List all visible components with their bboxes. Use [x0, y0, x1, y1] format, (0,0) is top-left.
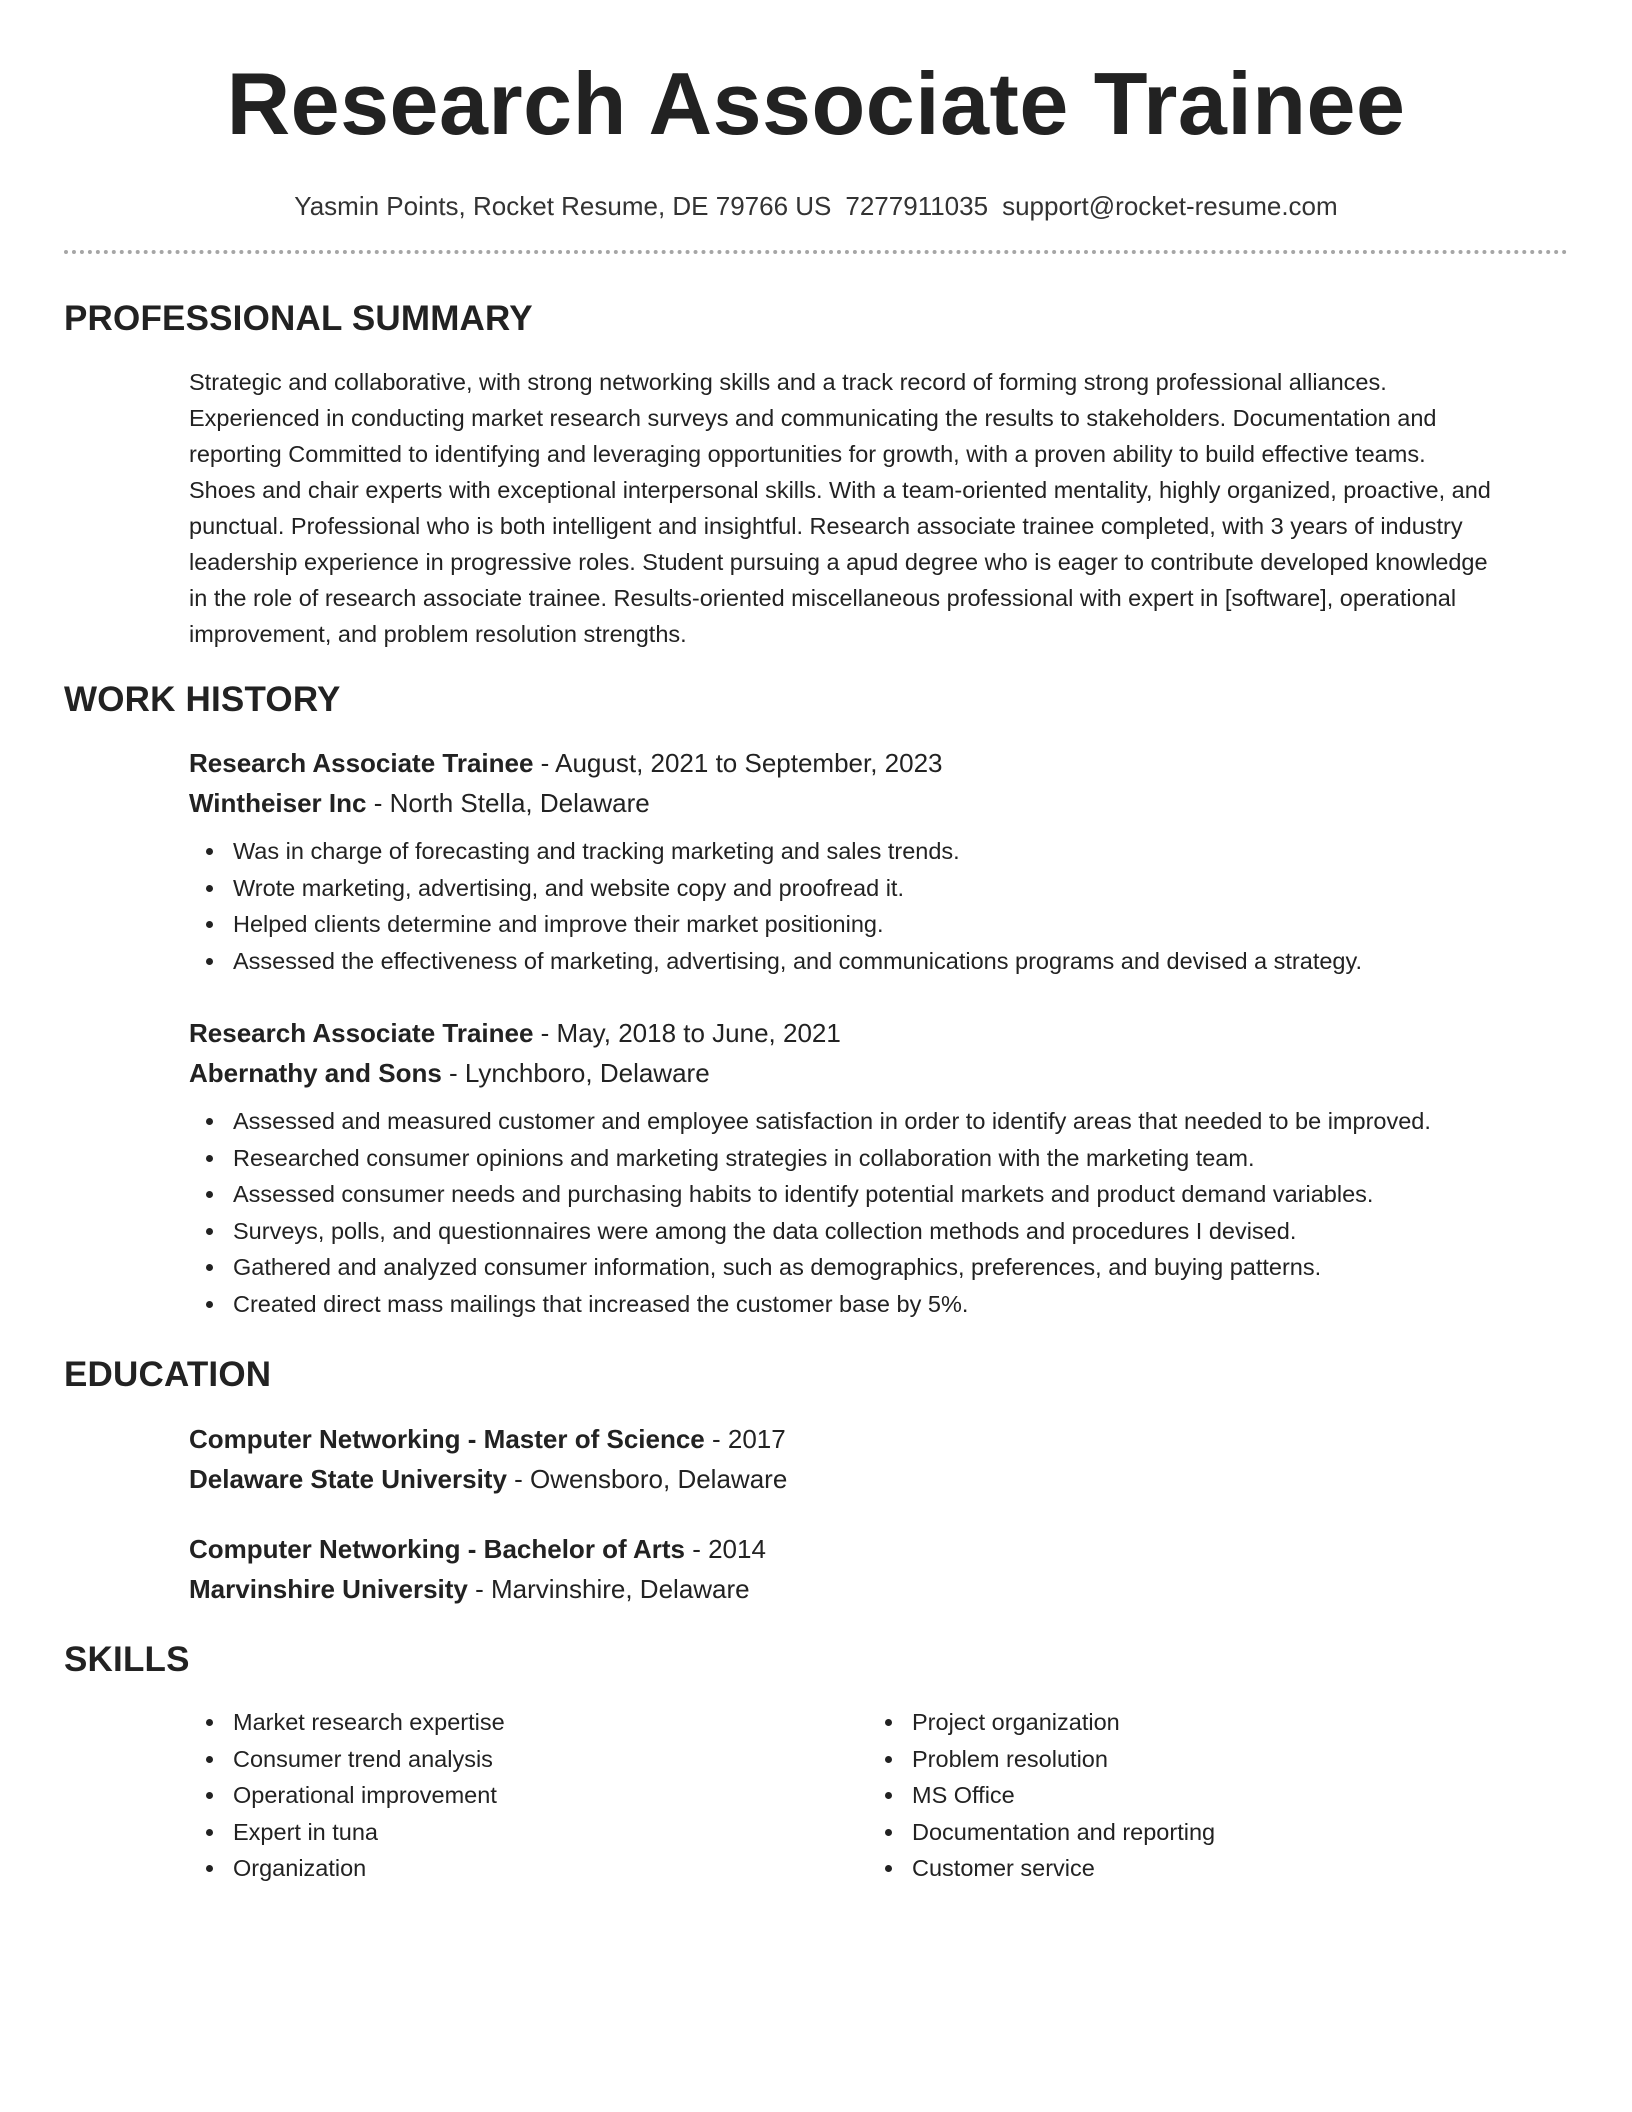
skills-list-right	[868, 1704, 1528, 1887]
skill-item: Customer service	[868, 1850, 1528, 1887]
education-school: Delaware State University	[189, 1464, 507, 1494]
list-item: Assessed consumer needs and purchasing habits to identify potential markets and product demand variables.	[189, 1176, 1569, 1213]
education-degree-line	[189, 1529, 1569, 1569]
contact-line	[64, 190, 1568, 222]
job-title-line	[189, 1013, 1569, 1053]
job-company-line	[189, 1053, 1569, 1093]
summary-line: Strategic and collaborative, with strong networking skills and a track record of forming strong professional alliances.	[189, 369, 1387, 395]
list-item: Researched consumer opinions and marketing strategies in collaboration with the marketing team.	[189, 1140, 1569, 1177]
skill-item: Consumer trend analysis	[189, 1741, 849, 1778]
education-entry	[189, 1529, 1569, 1609]
skill-item: MS Office	[868, 1777, 1528, 1814]
job-bullets	[189, 833, 1569, 979]
list-item: Wrote marketing, advertising, and website copy and proofread it.	[189, 870, 1569, 907]
education-year: - 2014	[684, 1534, 766, 1564]
job-dates: - August, 2021 to September, 2023	[533, 748, 943, 778]
section-title-skills: SKILLS	[64, 1640, 190, 1679]
education-degree-line	[189, 1419, 1569, 1459]
job-title: Research Associate Trainee	[189, 748, 534, 778]
education-school-line	[189, 1569, 1569, 1609]
job-entry	[189, 743, 1569, 979]
skill-item: Project organization	[868, 1704, 1528, 1741]
list-item: Surveys, polls, and questionnaires were among the data collection methods and procedures I devised.	[189, 1213, 1569, 1250]
summary-line: leadership experience in progressive roles. Student pursuing a apud degree who is eager to contribute developed knowledge	[189, 549, 1488, 575]
job-company: Abernathy and Sons	[189, 1058, 442, 1088]
education-entry	[189, 1419, 1569, 1499]
skill-item: Organization	[189, 1850, 849, 1887]
list-item: Gathered and analyzed consumer information, such as demographics, preferences, and buying patterns.	[189, 1249, 1569, 1286]
skill-item: Problem resolution	[868, 1741, 1528, 1778]
education-degree: Computer Networking - Bachelor of Arts	[189, 1534, 685, 1564]
header-divider	[64, 250, 1568, 254]
contact-email: support@rocket-resume.com	[1002, 191, 1338, 221]
resume-header	[64, 52, 1568, 222]
summary-line: Shoes and chair experts with exceptional interpersonal skills. With a team-oriented mentality, highly organized, proactive, and	[189, 477, 1491, 503]
job-company-line	[189, 783, 1569, 823]
skill-item: Expert in tuna	[189, 1814, 849, 1851]
education-year: - 2017	[704, 1424, 786, 1454]
job-title-line	[189, 743, 1569, 783]
section-title-work: WORK HISTORY	[64, 680, 341, 719]
summary-line: punctual. Professional who is both intelligent and insightful. Research associate trainee completed, with 3 years of industry	[189, 513, 1463, 539]
job-bullets	[189, 1103, 1569, 1322]
list-item: Helped clients determine and improve their market positioning.	[189, 906, 1569, 943]
summary-line: improvement, and problem resolution strengths.	[189, 621, 687, 647]
skills-list-left	[189, 1704, 849, 1887]
job-company: Wintheiser Inc	[189, 788, 367, 818]
job-title: Research Associate Trainee	[189, 1018, 534, 1048]
education-degree: Computer Networking - Master of Science	[189, 1424, 705, 1454]
job-dates: - May, 2018 to June, 2021	[533, 1018, 841, 1048]
job-location: - Lynchboro, Delaware	[441, 1058, 710, 1088]
skill-item: Market research expertise	[189, 1704, 849, 1741]
job-entry	[189, 1013, 1569, 1322]
education-location: - Owensboro, Delaware	[506, 1464, 788, 1494]
contact-address: Yasmin Points, Rocket Resume, DE 79766 US	[294, 191, 832, 221]
list-item: Assessed and measured customer and employee satisfaction in order to identify areas that needed to be improved.	[189, 1103, 1569, 1140]
skill-item: Operational improvement	[189, 1777, 849, 1814]
education-school: Marvinshire University	[189, 1574, 468, 1604]
education-school-line	[189, 1459, 1569, 1499]
list-item: Assessed the effectiveness of marketing, advertising, and communications programs and devised a strategy.	[189, 943, 1569, 980]
summary-line: Experienced in conducting market research surveys and communicating the results to stakeholders. Documentation and	[189, 405, 1437, 431]
job-location: - North Stella, Delaware	[366, 788, 650, 818]
candidate-name: Research Associate Trainee	[226, 54, 1406, 153]
summary-text	[189, 364, 1569, 652]
section-title-summary: PROFESSIONAL SUMMARY	[64, 299, 533, 338]
education-location: - Marvinshire, Delaware	[467, 1574, 750, 1604]
summary-line: reporting Committed to identifying and leveraging opportunities for growth, with a proven ability to build effective teams.	[189, 441, 1426, 467]
list-item: Was in charge of forecasting and tracking marketing and sales trends.	[189, 833, 1569, 870]
skill-item: Documentation and reporting	[868, 1814, 1528, 1851]
list-item: Created direct mass mailings that increased the customer base by 5%.	[189, 1286, 1569, 1323]
summary-line: in the role of research associate trainee. Results-oriented miscellaneous professional with expert in [software], operational	[189, 585, 1457, 611]
section-title-education: EDUCATION	[64, 1355, 272, 1394]
contact-phone: 7277911035	[845, 191, 989, 221]
